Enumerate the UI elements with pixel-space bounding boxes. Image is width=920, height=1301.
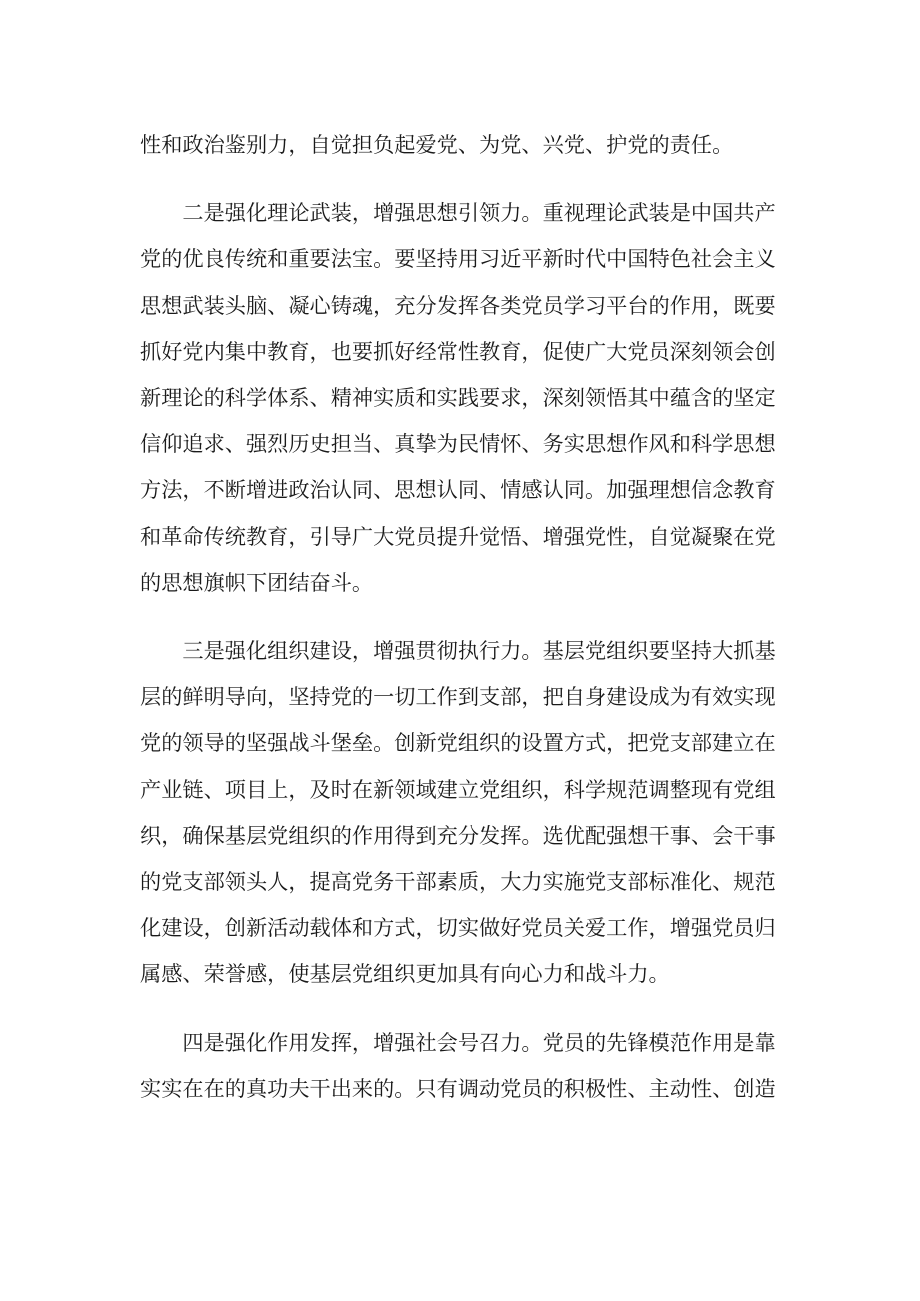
text-line: 属感、荣誉感，使基层党组织更加具有向心力和战斗力。 xyxy=(140,961,670,987)
text-line: 性和政治鉴别力，自觉担负起爱党、为党、兴党、护党的责任。 xyxy=(140,132,734,157)
text-line: 织，确保基层党组织的作用得到充分发挥。选优配强想干事、会干事 xyxy=(140,822,776,848)
text-line: 党的领导的坚强战斗堡垒。创新党组织的设置方式，把党支部建立在 xyxy=(140,730,776,756)
paragraph-point-two xyxy=(140,190,782,606)
text-line: 层的鲜明导向，坚持党的一切工作到支部，把自身建设成为有效实现 xyxy=(140,684,776,710)
text-line: 和革命传统教育，引导广大党员提升觉悟、增强党性，自觉凝聚在党 xyxy=(140,523,776,549)
text-line: 三是强化组织建设，增强贯彻执行力。基层党组织要坚持大抓基 xyxy=(182,638,776,664)
text-line: 抓好党内集中教育，也要抓好经常性教育，促使广大党员深刻领会创 xyxy=(140,338,776,364)
text-line: 的思想旗帜下团结奋斗。 xyxy=(140,569,374,595)
text-line: 新理论的科学体系、精神实质和实践要求，深刻领悟其中蕴含的坚定 xyxy=(140,385,776,411)
text-line: 党的优良传统和重要法宝。要坚持用习近平新时代中国特色社会主义 xyxy=(140,246,776,272)
text-line: 实实在在的真功夫干出来的。只有调动党员的积极性、主动性、创造 xyxy=(140,1075,776,1101)
paragraph-point-four xyxy=(140,1020,782,1112)
text-line: 方法，不断增进政治认同、思想认同、情感认同。加强理想信念教育 xyxy=(140,477,776,503)
text-line: 信仰追求、强烈历史担当、真挚为民情怀、务实思想作风和科学思想 xyxy=(140,431,776,457)
text-line: 四是强化作用发挥，增强社会号召力。党员的先锋模范作用是靠 xyxy=(182,1029,776,1055)
paragraph-point-three xyxy=(140,628,782,998)
text-line: 产业链、项目上，及时在新领域建立党组织，科学规范调整现有党组 xyxy=(140,776,776,802)
text-line: 的党支部领头人，提高党务干部素质，大力实施党支部标准化、规范 xyxy=(140,869,776,895)
text-line: 思想武装头脑、凝心铸魂，充分发挥各类党员学习平台的作用，既要 xyxy=(140,292,776,318)
body-text xyxy=(140,122,782,1112)
text-line: 化建设，创新活动载体和方式，切实做好党员关爱工作，增强党员归 xyxy=(140,915,776,941)
text-line: 二是强化理论武装，增强思想引领力。重视理论武装是中国共产 xyxy=(182,200,776,226)
paragraph-continuation xyxy=(140,122,782,168)
